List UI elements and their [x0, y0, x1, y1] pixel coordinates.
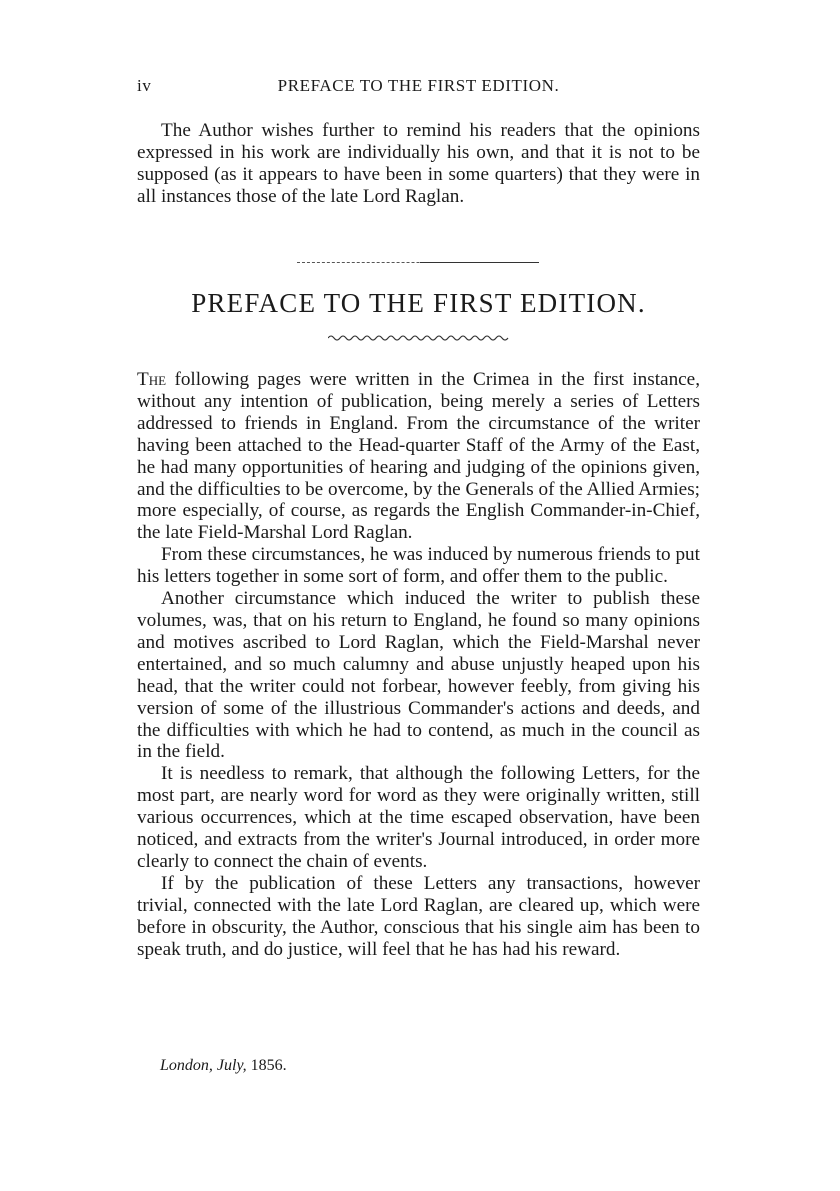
section-divider-solid	[420, 262, 539, 263]
intro-paragraph	[137, 120, 700, 208]
signoff-place: London, July,	[160, 1057, 247, 1074]
drop-word: The	[137, 369, 167, 390]
signoff-year: 1856.	[250, 1057, 287, 1074]
running-head	[137, 76, 700, 98]
preface-paragraph-4-text: It is needless to remark, that although the following Letters, for the most part, are nearly word for word as they were originally written, still various occurrences, which at the time escaped observation, have been noticed, and extracts from the writer's Journal introduced, in order more clearly to connect the chain of events.	[137, 763, 700, 872]
preface-paragraph-2	[137, 544, 700, 588]
signoff	[160, 1057, 287, 1075]
preface-body	[137, 369, 700, 960]
intro-paragraph-text: The Author wishes further to remind his readers that the opinions expressed in his work are individually his own, and that it is not to be supposed (as it appears to have been in some quarters) that they were in all instances those of the late Lord Raglan.	[137, 120, 700, 207]
preface-paragraph-5	[137, 873, 700, 961]
preface-paragraph-5-text: If by the publication of these Letters any transactions, however trivial, connected with the late Lord Raglan, are cleared up, which were before in obscurity, the Author, conscious that his single aim has been to speak truth, and do justice, will feel that he has had his reward.	[137, 872, 700, 960]
preface-paragraph-2-text: From these circumstances, he was induced by numerous friends to put his letters together in some sort of form, and offer them to the public.	[137, 544, 700, 588]
preface-paragraph-3-text: Another circumstance which induced the writer to publish these volumes, was, that on his return to England, he found so many opinions and motives ascribed to Lord Raglan, which the Field-Marshal never entertained, and so much calumny and abuse unjustly heaped upon his head, that the writer could not forbear, however feebly, from giving his version of some of the illustrious Commander's actions and deeds, and the difficulties with which he had to contend, as much in the council as in the field.	[137, 588, 700, 763]
section-title: PREFACE TO THE FIRST EDITION.	[191, 288, 646, 318]
preface-paragraph-1-text: following pages were written in the Crimea in the first instance, without any intention of publication, being merely a series of Letters addressed to friends in England. From the circumstance of the writer having been attached to the Head-quarter Staff of the Army of the East, he had many opportunities of hearing and judging of the opinions given, and the difficulties to be overcome, by the Generals of the Allied Armies; more especially, of course, as regards the English Commander-in-Chief, the late Field-Marshal Lord Raglan.	[137, 369, 700, 544]
preface-paragraph-1	[137, 369, 700, 544]
preface-paragraph-3	[137, 588, 700, 763]
page-number: iv	[137, 76, 152, 95]
running-title: PREFACE TO THE FIRST EDITION.	[277, 76, 560, 95]
preface-paragraph-4	[137, 763, 700, 873]
ornamental-wavy-rule	[328, 333, 510, 343]
